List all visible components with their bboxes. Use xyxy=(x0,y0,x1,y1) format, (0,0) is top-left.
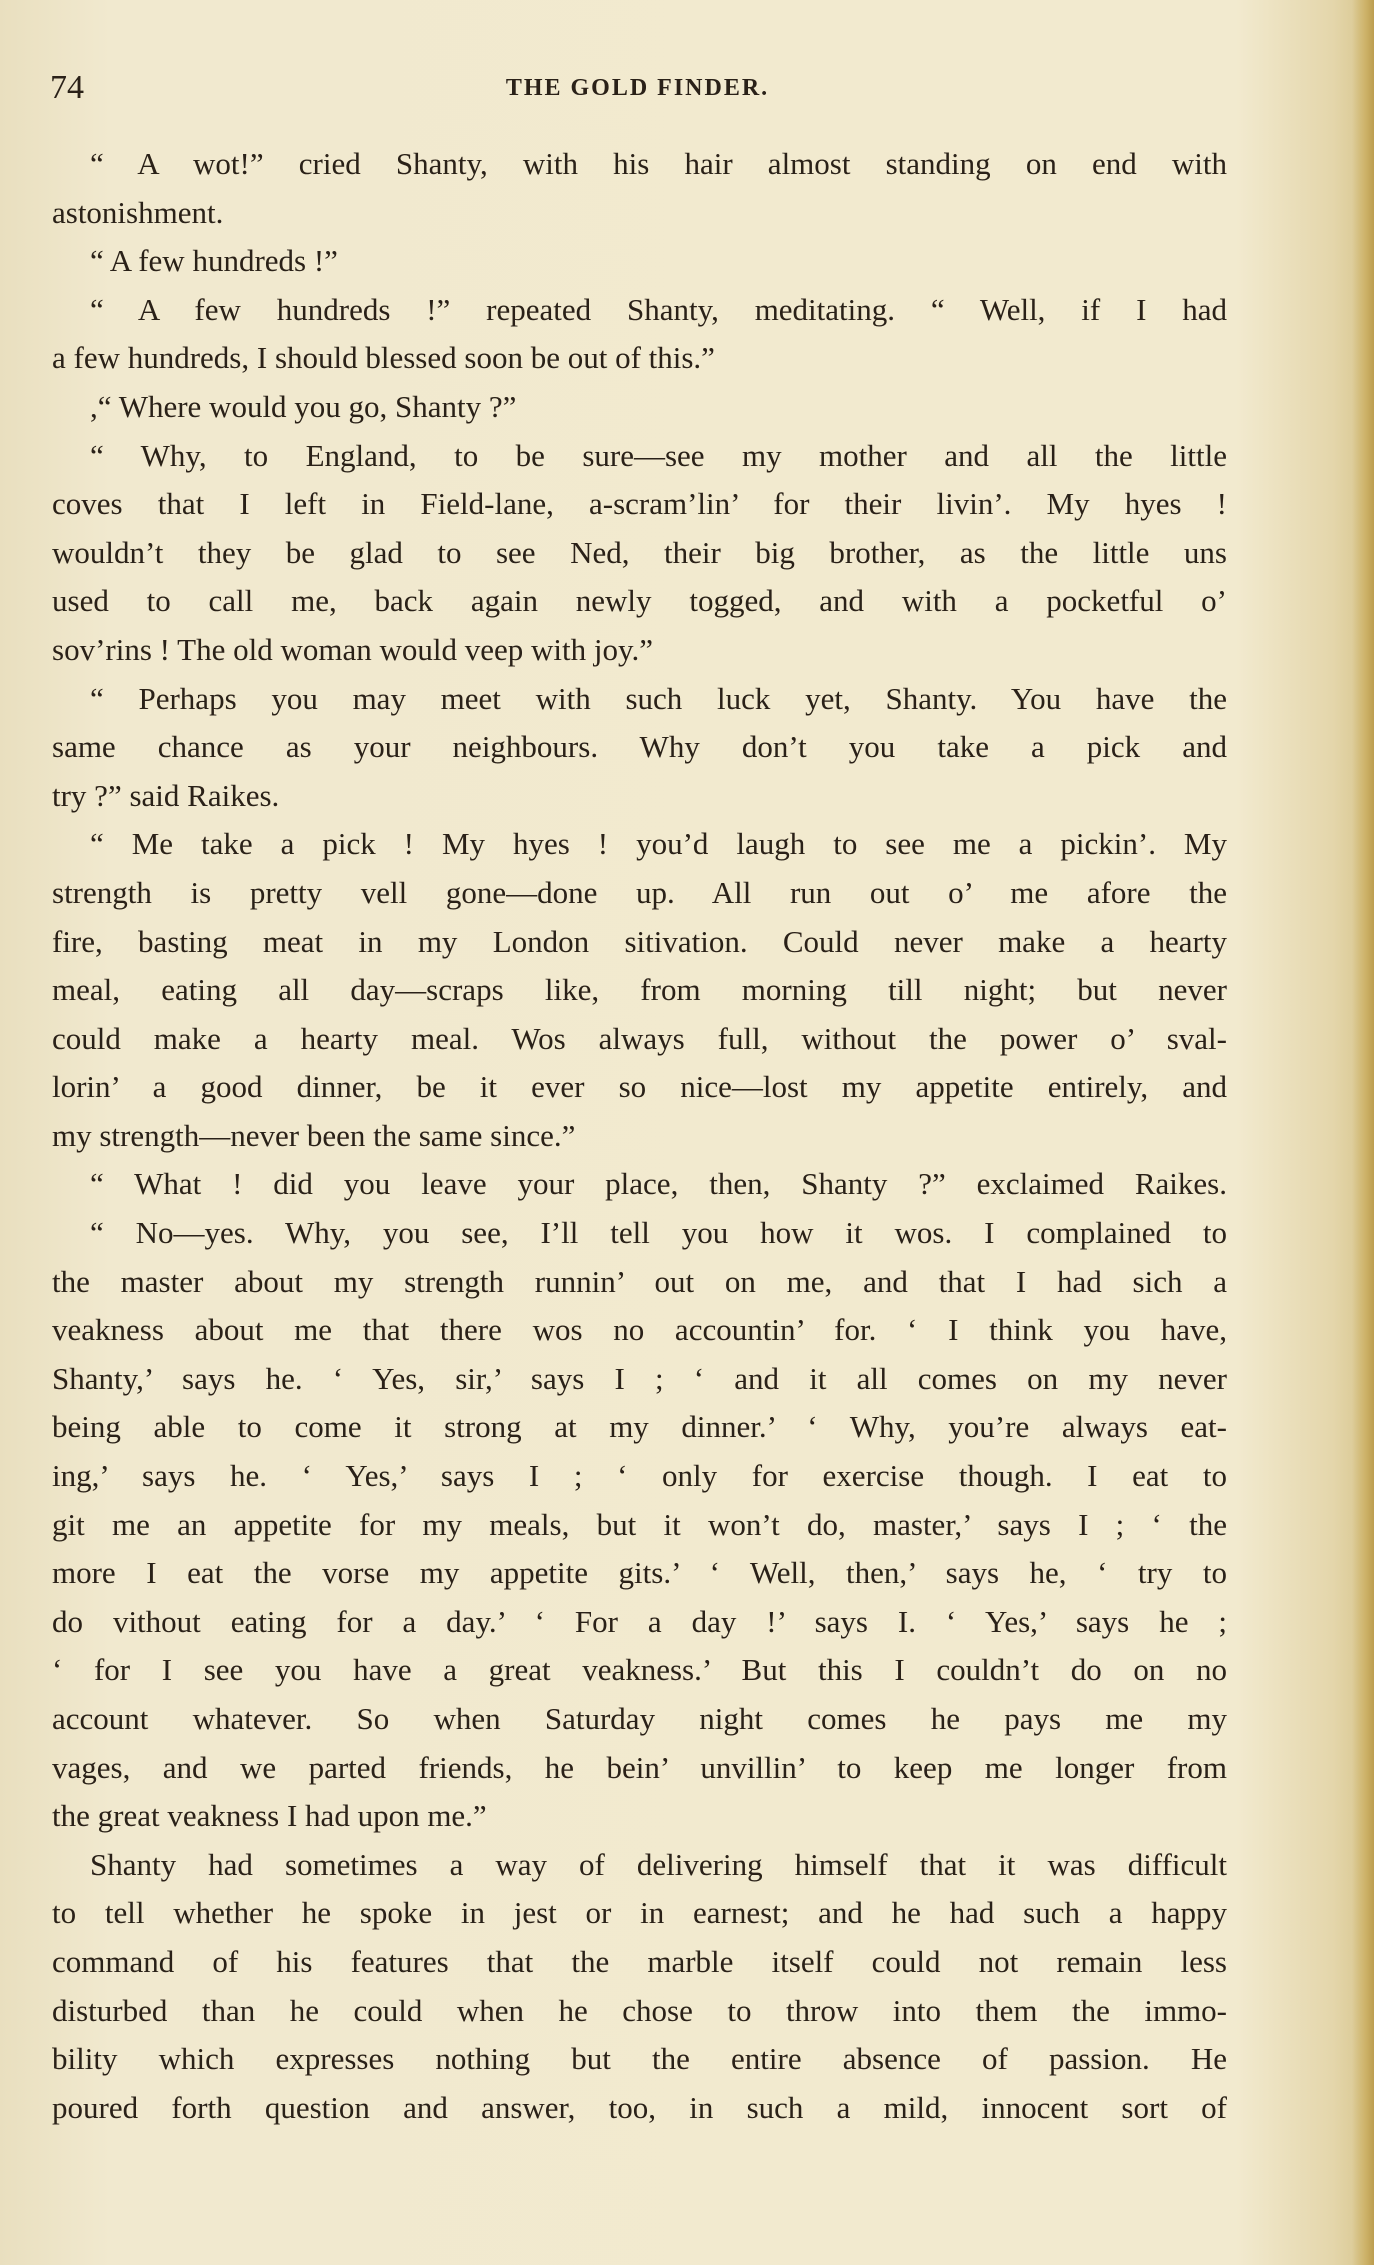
body-text xyxy=(52,140,1227,2132)
text-line: my strength—never been the same since.” xyxy=(52,1117,576,1153)
text-line: “ Why, to England, to be sure—see my mother and all the little xyxy=(90,437,1227,473)
text-line: “ A few hundreds !” repeated Shanty, meditating. “ Well, if I had xyxy=(90,291,1227,327)
text-line: “ A few hundreds !” xyxy=(90,243,338,279)
text-line: “ Perhaps you may meet with such luck yet, Shanty. You have the xyxy=(90,680,1227,716)
text-line: sov’rins ! The old woman would veep with joy.” xyxy=(52,631,653,667)
text-line: the master about my strength runnin’ out on me, and that I had sich a xyxy=(52,1263,1227,1299)
page-edge-shadow xyxy=(1352,0,1374,2265)
text-line: disturbed than he could when he chose to throw into them the immo- xyxy=(52,1992,1227,2028)
text-line: Shanty,’ says he. ‘ Yes, sir,’ says I ; ‘ and it all comes on my never xyxy=(52,1360,1227,1396)
text-line: ing,’ says he. ‘ Yes,’ says I ; ‘ only for exercise though. I eat to xyxy=(52,1458,1227,1494)
text-line: “ A wot!” cried Shanty, with his hair almost standing on end with xyxy=(90,146,1227,181)
text-line: ,“ Where would you go, Shanty ?” xyxy=(90,388,517,424)
running-head: THE GOLD FINDER. xyxy=(505,75,770,101)
page-number: 74 xyxy=(50,69,84,106)
text-line: more I eat the vorse my appetite gits.’ ‘ Well, then,’ says he, ‘ try to xyxy=(52,1555,1227,1591)
text-line: “ What ! did you leave your place, then, Shanty ?” exclaimed Raikes. xyxy=(90,1166,1227,1202)
text-line: Shanty had sometimes a way of delivering himself that it was difficult xyxy=(90,1846,1227,1882)
text-line: ‘ for I see you have a great veakness.’ But this I couldn’t do on no xyxy=(52,1652,1227,1688)
text-line: could make a hearty meal. Wos always full, without the power o’ sval- xyxy=(52,1020,1227,1056)
text-line: poured forth question and answer, too, in such a mild, innocent sort of xyxy=(52,2089,1227,2125)
text-line: fire, basting meat in my London sitivation. Could never make a hearty xyxy=(52,923,1227,959)
text-line: try ?” said Raikes. xyxy=(52,777,280,813)
text-line: same chance as your neighbours. Why don’t you take a pick and xyxy=(52,729,1227,765)
text-line: git me an appetite for my meals, but it won’t do, master,’ says I ; ‘ the xyxy=(52,1506,1227,1542)
text-line: astonishment. xyxy=(52,194,224,230)
text-line: used to call me, back again newly togged, and with a pocketful o’ xyxy=(52,583,1227,619)
text-line: account whatever. So when Saturday night comes he pays me my xyxy=(52,1701,1227,1736)
text-line: “ Me take a pick ! My hyes ! you’d laugh to see me a pickin’. My xyxy=(90,826,1227,862)
text-line: a few hundreds, I should blessed soon be out of this.” xyxy=(52,340,715,376)
text-line: the great veakness I had upon me.” xyxy=(52,1798,487,1834)
text-line: command of his features that the marble itself could not remain less xyxy=(52,1943,1227,1979)
text-line: do vithout eating for a day.’ ‘ For a day !’ says I. ‘ Yes,’ says he ; xyxy=(52,1603,1227,1639)
text-line: strength is pretty vell gone—done up. All run out o’ me afore the xyxy=(52,874,1227,910)
text-line: “ No—yes. Why, you see, I’ll tell you how it wos. I complained to xyxy=(90,1215,1227,1251)
page-header xyxy=(50,66,1225,110)
text-line: to tell whether he spoke in jest or in earnest; and he had such a happy xyxy=(52,1895,1227,1931)
text-line: meal, eating all day—scraps like, from morning till night; but never xyxy=(52,972,1227,1008)
text-line: veakness about me that there wos no accountin’ for. ‘ I think you have, xyxy=(52,1312,1227,1348)
text-line: bility which expresses nothing but the entire absence of passion. He xyxy=(52,2041,1227,2077)
text-line: coves that I left in Field-lane, a-scram’lin’ for their livin’. My hyes ! xyxy=(52,486,1227,522)
text-line: vages, and we parted friends, he bein’ unvillin’ to keep me longer from xyxy=(52,1749,1227,1785)
text-line: wouldn’t they be glad to see Ned, their big brother, as the little uns xyxy=(52,534,1227,570)
text-line: being able to come it strong at my dinner.’ ‘ Why, you’re always eat- xyxy=(52,1409,1227,1445)
text-line: lorin’ a good dinner, be it ever so nice—lost my appetite entirely, and xyxy=(52,1069,1227,1105)
